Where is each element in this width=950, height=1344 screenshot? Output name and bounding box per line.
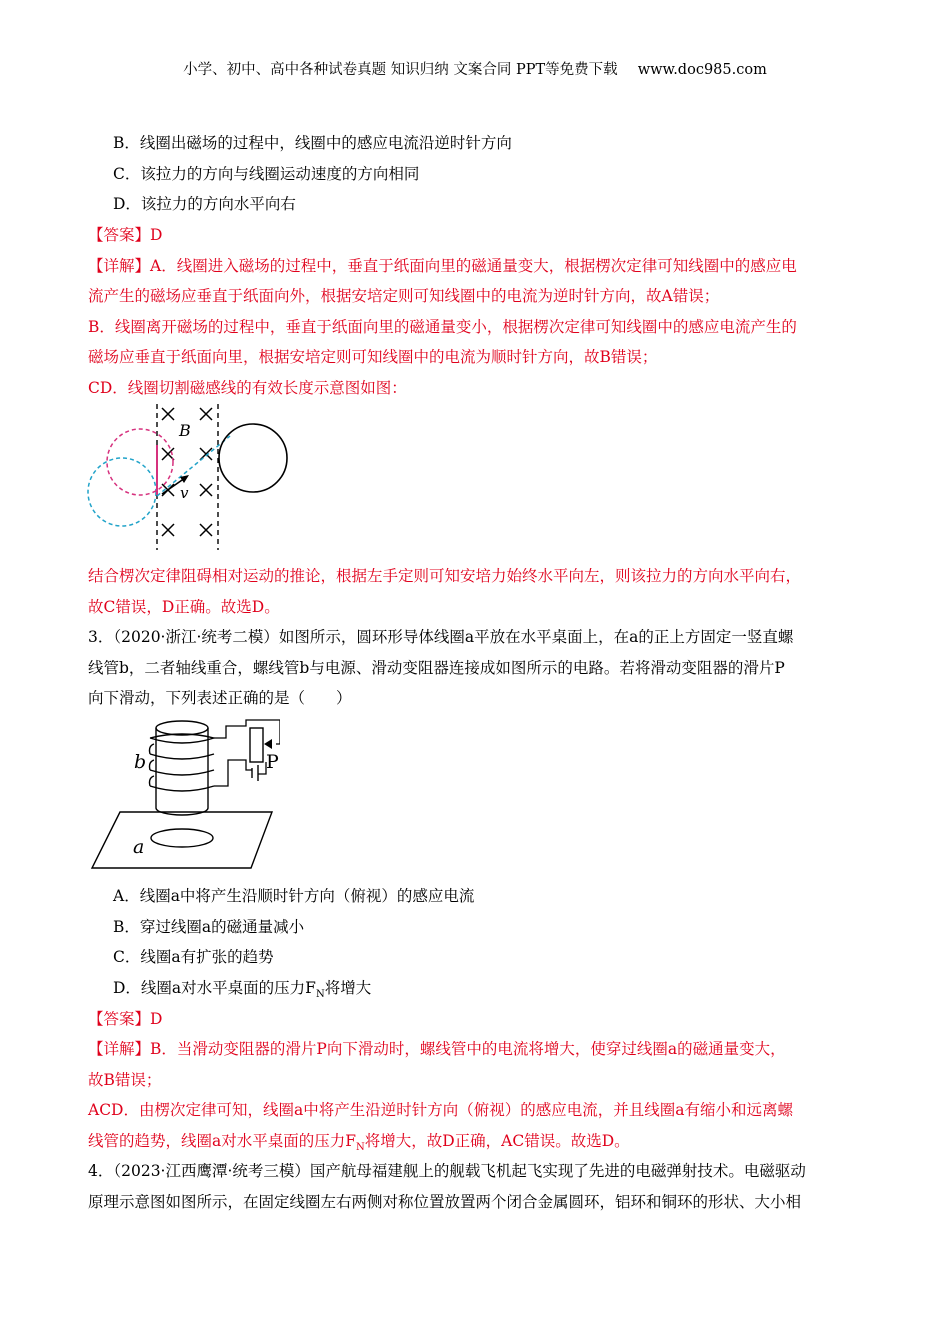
q4-stem-line-2: 原理示意图如图所示，在固定线圈左右两侧对称位置放置两个闭合金属圆环，铝环和铜环的形状、大小相 (88, 1193, 802, 1211)
q2-conclude-line-1: 结合楞次定律阻碍相对运动的推论，根据左手定则可知安培力始终水平向左，则该拉力的方向水平向右， (88, 567, 802, 585)
coil-label-a: a (133, 836, 145, 858)
solenoid-top (156, 721, 208, 735)
q3-option-b: B．穿过线圈a的磁通量减小 (113, 918, 305, 936)
page-header (0, 58, 950, 79)
q3-stem-line-1: 3．（2020·浙江·统考二模）如图所示，圆环形导体线圈a平放在水平桌面上，在a的正上方固定一竖直螺 (88, 628, 794, 646)
q3-stem-line-3: 向下滑动，下列表述正确的是（ ） (88, 689, 352, 707)
q4-stem-line-1: 4．（2023·江西鹰潭·统考三模）国产航母福建舰上的舰载飞机起飞实现了先进的电磁弹射技术。电磁驱动 (88, 1162, 806, 1180)
q3-option-d: D．线圈a对水平桌面的压力$F_N$将增大 (113, 979, 372, 1001)
q2-answer: 【答案】D (88, 226, 163, 244)
q2-option-c: C．该拉力的方向与线圈运动速度的方向相同 (113, 165, 420, 183)
slider-label-p: P (266, 751, 279, 773)
q3-answer: 【答案】D (88, 1010, 163, 1028)
q2-explain-line-3: B．线圈离开磁场的过程中，垂直于纸面向里的磁通量变小，根据楞次定律可知线圈中的感应电流产生的 (88, 318, 797, 336)
header-site-link[interactable]: www.doc985.com (637, 62, 767, 78)
field-label-b: B (179, 421, 191, 440)
q3-stem-line-2: 线管b，二者轴线重合，螺线管b与电源、滑动变阻器连接成如图所示的电路。若将滑动变阻器的滑片P (88, 659, 785, 677)
solenoid-windings (150, 734, 215, 791)
q3-option-a: A．线圈a中将产生沿顺时针方向（俯视）的感应电流 (113, 887, 475, 905)
q3-option-c: C．线圈a有扩张的趋势 (113, 948, 274, 966)
q2-explain-line-1: 【详解】A．线圈进入磁场的过程中，垂直于纸面向里的磁通量变大，根据楞次定律可知线圈中的感应电 (88, 257, 797, 275)
q3-explain-line-4: 线管的趋势，线圈a对水平桌面的压力$F_N$将增大，故D正确，AC错误。故选D。 (88, 1132, 630, 1154)
q2-conclude-line-2: 故C错误，D正确。故选D。 (88, 598, 280, 616)
rheostat (250, 728, 263, 762)
trajectory-line (157, 436, 230, 496)
q3-explain-line-2: 故B错误； (88, 1071, 162, 1089)
q2-explain-line-5: CD．线圈切割磁感线的有效长度示意图如图： (88, 379, 407, 397)
q3-explain-line-3: ACD．由楞次定律可知，线圈a中将产生沿逆时针方向（俯视）的感应电流，并且线圈a有缩小和远离螺 (88, 1101, 793, 1119)
coil-position-cyan (88, 458, 156, 526)
coil-solid (219, 424, 287, 492)
q2-explain-line-4: 磁场应垂直于纸面向里，根据安培定则可知线圈中的电流为顺时针方向，故B错误； (88, 348, 658, 366)
q3-explain-line-1: 【详解】B．当滑动变阻器的滑片P向下滑动时，螺线管中的电流将增大，使穿过线圈a的磁通量变大， (88, 1040, 786, 1058)
desk-plane (92, 812, 272, 868)
q2-option-b: B．线圈出磁场的过程中，线圈中的感应电流沿逆时针方向 (113, 134, 512, 152)
solenoid-label-b: b (134, 751, 147, 773)
q2-option-d: D．该拉力的方向水平向右 (113, 195, 296, 213)
rheostat-slider-p (264, 739, 272, 749)
magnetic-field-figure (82, 400, 302, 555)
circuit-wire-bottom (214, 760, 252, 786)
solenoid-figure (88, 716, 280, 874)
header-text: 小学、初中、高中各种试卷真题 知识归纳 文案合同 PPT等免费下载 (183, 62, 618, 78)
velocity-label-v: v (180, 484, 189, 502)
q2-explain-line-2: 流产生的磁场应垂直于纸面向外，根据安培定则可知线圈中的电流为逆时针方向，故A错误； (88, 287, 720, 305)
